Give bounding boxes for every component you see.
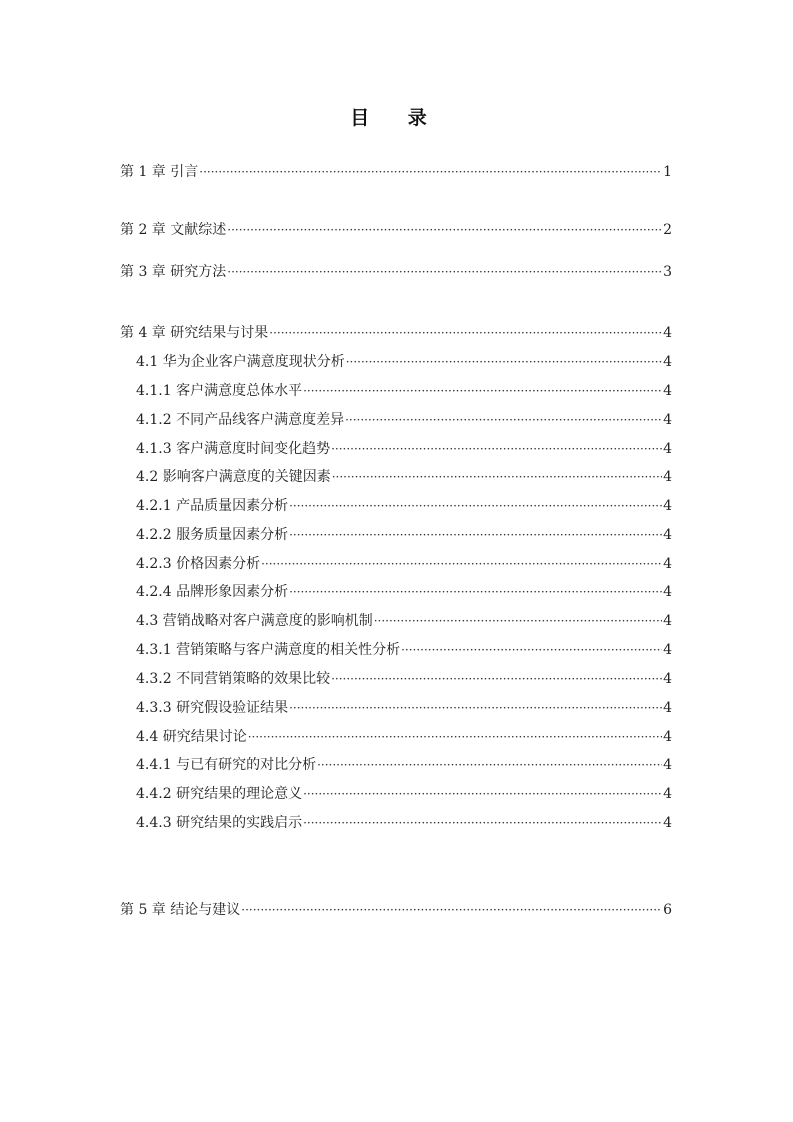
dot-leader (332, 467, 662, 487)
dot-leader (303, 784, 662, 804)
toc-entry[interactable] (136, 582, 672, 602)
toc-entry-page-number: 4 (663, 412, 672, 428)
toc-entry-label: 4.1.3 客户满意度时间变化趋势 (136, 441, 331, 457)
toc-entry-label: 4.4.3 研究结果的实践启示 (136, 815, 303, 831)
toc-entry[interactable] (136, 698, 672, 718)
toc-entry[interactable] (136, 755, 672, 775)
toc-entry[interactable] (136, 410, 672, 430)
toc-entry-label: 第 5 章 结论与建议 (120, 902, 241, 918)
toc-entry[interactable] (136, 611, 672, 631)
toc-entry-page-number: 4 (663, 441, 672, 457)
toc-entry[interactable] (120, 162, 672, 182)
toc-entry-page-number: 4 (663, 729, 672, 745)
toc-entry-label: 4.2.1 产品质量因素分析 (136, 498, 289, 514)
toc-entry-page-number: 4 (663, 757, 672, 773)
dot-leader (303, 813, 662, 833)
toc-entry-label: 第 2 章 文献综述 (120, 222, 227, 238)
dot-leader (331, 669, 662, 689)
toc-entry[interactable] (136, 352, 672, 372)
toc-entry-page-number: 4 (663, 354, 672, 370)
dot-leader (289, 698, 662, 718)
dot-leader (199, 162, 662, 182)
dot-leader (345, 410, 662, 430)
toc-entry[interactable] (120, 900, 672, 920)
toc-entry-page-number: 2 (663, 222, 672, 238)
toc-entry-page-number: 1 (663, 164, 672, 180)
toc-entry-label: 4.2.3 价格因素分析 (136, 556, 261, 572)
toc-entry-label: 4.1.1 客户满意度总体水平 (136, 383, 303, 399)
dot-leader (289, 496, 662, 516)
dot-leader (331, 439, 662, 459)
toc-entry-page-number: 4 (663, 613, 672, 629)
dot-leader (227, 220, 662, 240)
dot-leader (289, 525, 662, 545)
toc-entry[interactable] (136, 467, 672, 487)
toc-title: 目 录 (350, 107, 443, 129)
toc-entry-label: 第 4 章 研究结果与讨果 (120, 325, 269, 341)
dot-leader (289, 582, 662, 602)
toc-entry-label: 4.2.4 品牌形象因素分析 (136, 584, 289, 600)
dot-leader (261, 554, 662, 574)
dot-leader (241, 900, 662, 920)
dot-leader (269, 323, 662, 343)
dot-leader (346, 352, 662, 372)
toc-entry-label: 第 1 章 引言 (120, 164, 199, 180)
toc-entry-label: 4.2.2 服务质量因素分析 (136, 527, 289, 543)
dot-leader (317, 755, 662, 775)
toc-entry[interactable] (136, 669, 672, 689)
toc-entry-page-number: 4 (663, 325, 672, 341)
toc-entry-page-number: 4 (663, 498, 672, 514)
toc-entry-page-number: 4 (663, 527, 672, 543)
toc-entry[interactable] (120, 262, 672, 282)
toc-entry-page-number: 3 (663, 264, 672, 280)
toc-entry-page-number: 4 (663, 786, 672, 802)
dot-leader (401, 640, 662, 660)
dot-leader (303, 381, 662, 401)
dot-leader (248, 727, 662, 747)
toc-entry[interactable] (136, 525, 672, 545)
toc-entry-label: 4.4.2 研究结果的理论意义 (136, 786, 303, 802)
toc-entry[interactable] (136, 640, 672, 660)
toc-entry[interactable] (136, 381, 672, 401)
toc-entry-label: 4.4.1 与已有研究的对比分析 (136, 757, 317, 773)
toc-entry-label: 4.1 华为企业客户满意度现状分析 (136, 354, 345, 370)
toc-entry-label: 4.4 研究结果讨论 (136, 729, 247, 745)
toc-entry[interactable] (120, 323, 672, 343)
toc-entry[interactable] (136, 727, 672, 747)
toc-entry-page-number: 4 (663, 642, 672, 658)
dot-leader (227, 262, 662, 282)
toc-entry-page-number: 4 (663, 584, 672, 600)
toc-entry[interactable] (136, 784, 672, 804)
toc-entry[interactable] (136, 439, 672, 459)
toc-entry-label: 4.2 影响客户满意度的关键因素 (136, 469, 331, 485)
toc-entry-label: 4.1.2 不同产品线客户满意度差异 (136, 412, 345, 428)
toc-entry-page-number: 6 (663, 902, 672, 918)
dot-leader (374, 611, 662, 631)
toc-entry-page-number: 4 (663, 556, 672, 572)
toc-entry-label: 4.3.2 不同营销策略的效果比较 (136, 671, 331, 687)
toc-entry-page-number: 4 (663, 383, 672, 399)
toc-entry-page-number: 4 (663, 700, 672, 716)
toc-entry-label: 第 3 章 研究方法 (120, 264, 227, 280)
toc-entry[interactable] (136, 554, 672, 574)
toc-entry[interactable] (136, 813, 672, 833)
toc-entry[interactable] (136, 496, 672, 516)
toc-entry-page-number: 4 (663, 815, 672, 831)
toc-entry[interactable] (120, 220, 672, 240)
toc-entry-label: 4.3 营销战略对客户满意度的影响机制 (136, 613, 373, 629)
toc-entry-label: 4.3.3 研究假设验证结果 (136, 700, 289, 716)
toc-entry-page-number: 4 (663, 469, 672, 485)
toc-entry-label: 4.3.1 营销策略与客户满意度的相关性分析 (136, 642, 401, 658)
toc-entry-page-number: 4 (663, 671, 672, 687)
